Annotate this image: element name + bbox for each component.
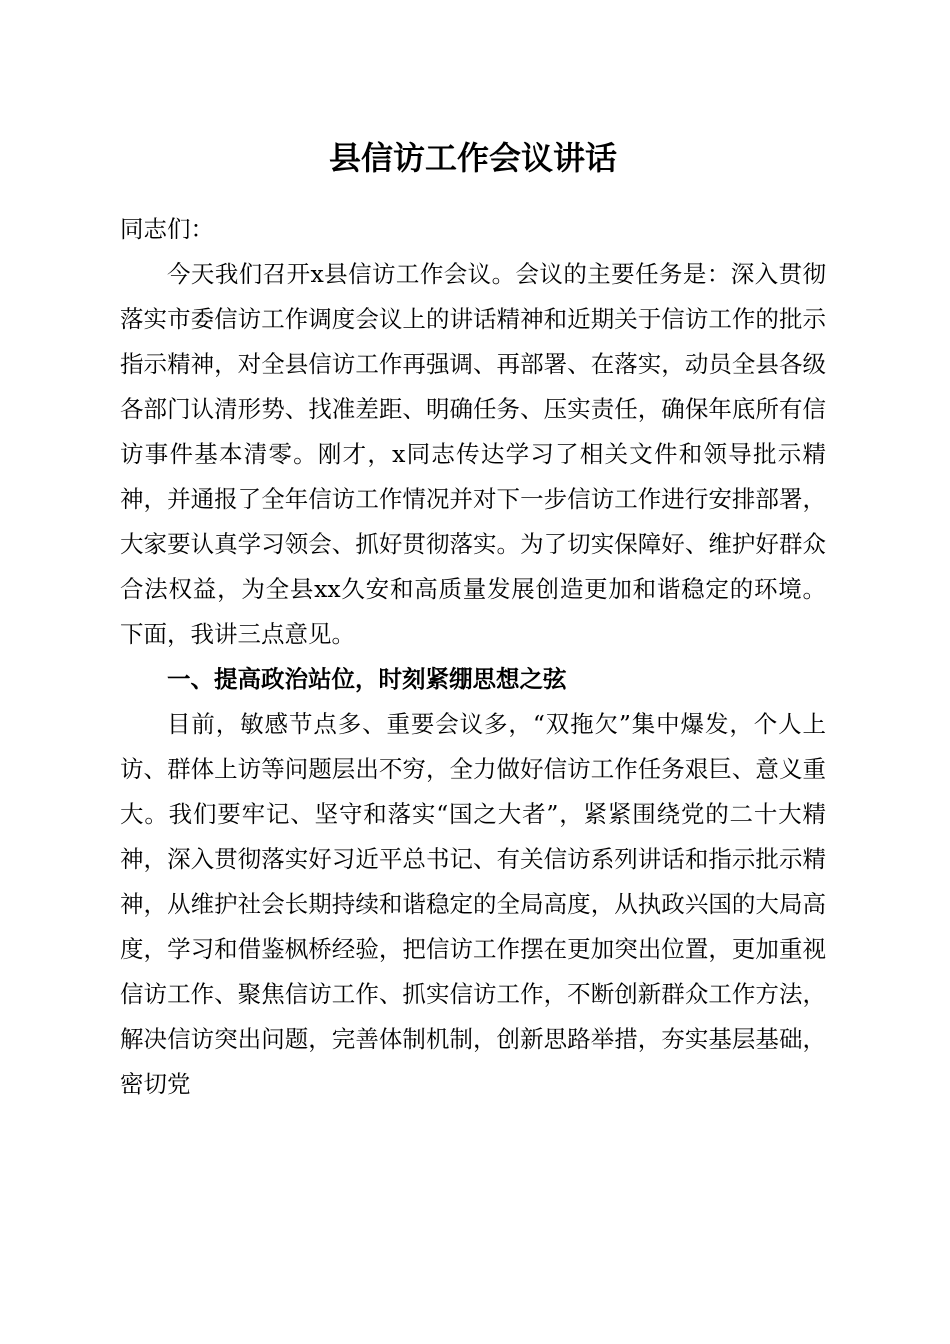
salutation: 同志们： — [120, 215, 214, 243]
document-body — [120, 207, 826, 1107]
opening-paragraph: 今天我们召开x县信访工作会议。会议的主要任务是：深入贯彻落实市委信访工作调度会议上的讲话精神和近期关于信访工作的批示指示精神，对全县信访工作再强调、再部署、在落实，动员全县各级各部门认清形势、找准差距、明确任务、压实责任，确保年底所有信访事件基本清零。刚才，x同志传达学习了相关文件和领导批示精神，并通报了全年信访工作情况并对下一步信访工作进行安排部署，大家要认真学习领会、抓好贯彻落实。为了切实保障好、维护好群众合法权益，为全县xx久安和高质量发展创造更加和谐稳定的环境。下面，我讲三点意见。 — [120, 260, 826, 648]
section-heading-1: 一、提高政治站位，时刻紧绷思想之弦 — [167, 665, 567, 693]
section-1-paragraph: 目前，敏感节点多、重要会议多，“双拖欠”集中爆发，个人上访、群体上访等问题层出不穷，全力做好信访工作任务艰巨、意义重大。我们要牢记、坚守和落实“国之大者”，紧紧围绕党的二十大精神，深入贯彻落实好习近平总书记、有关信访系列讲话和指示批示精神，从维护社会长期持续和谐稳定的全局高度，从执政兴国的大局高度，学习和借鉴枫桥经验，把信访工作摆在更加突出位置，更加重视信访工作、聚焦信访工作、抓实信访工作，不断创新群众工作方法，解决信访突出问题，完善体制机制，创新思路举措，夯实基层基础，密切党 — [120, 710, 826, 1098]
document-title: 县信访工作会议讲话 — [328, 139, 617, 177]
